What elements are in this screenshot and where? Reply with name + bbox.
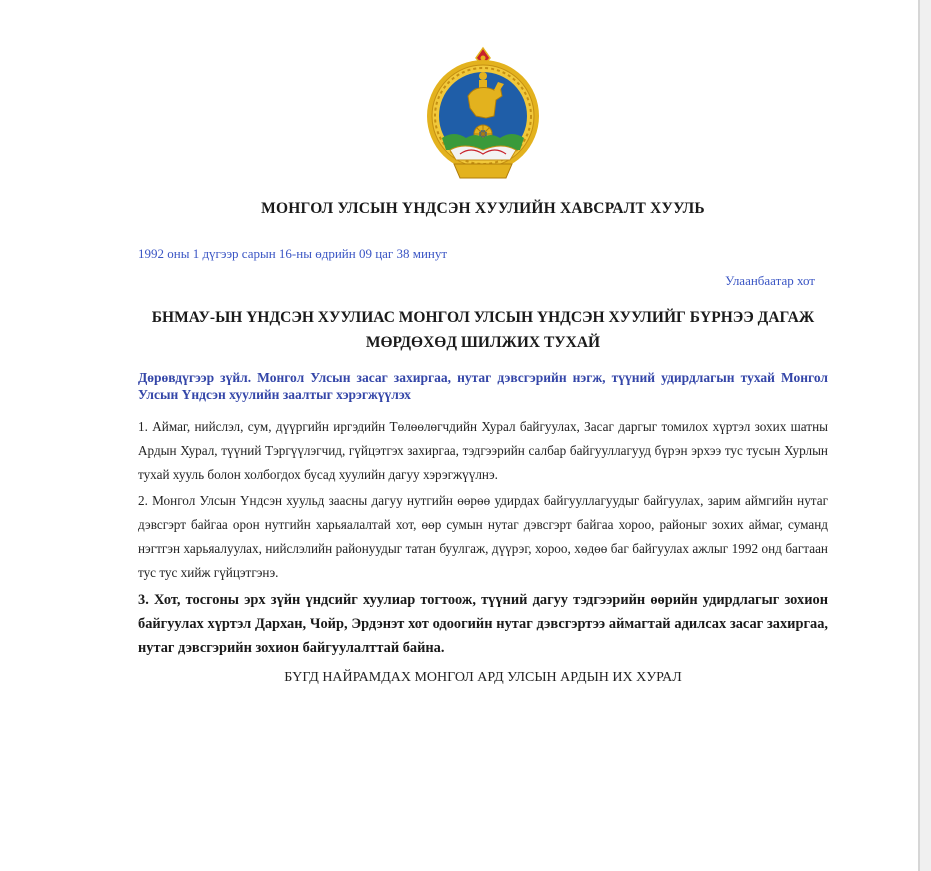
document-date: 1992 оны 1 дүгээр сарын 16-ны өдрийн 09 цаг 38 минут bbox=[138, 246, 448, 261]
paragraph-3: 3. Хот, тосгоны эрх зүйн үндсийг хуулиар тогтоож, түүний дагуу тэдгээрийн өөрийн удирдлагыг зохион байгуулах хүртэл Дархан, Чойр, Эрдэнэт хот одоогийн нутаг дэвсгэртээ аймагтай адилсах засаг захиргаа, нутаг дэвсгэрийн зохион байгуулалттай байна. bbox=[138, 592, 828, 656]
viewer-gutter bbox=[920, 0, 931, 871]
state-emblem-icon bbox=[424, 46, 542, 186]
paragraph-2: 2. Монгол Улсын Үндсэн хуульд заасны дагуу нутгийн өөрөө удирдах байгууллагуудыг байгуулах, зарим аймгийн нутаг дэвсгэрт байгаа орон нутгийн харьяалалтай хот, өөр сумын нутаг дэвсгэрт байгаа хороо, районыг зохих аймаг, суманд нэгтгэн харьяалуулах, нийслэлийн районуудыг татан буулгаж, дүүрэг, хороо, хөдөө баг байгуулах ажлыг 1992 онд багтаан тус тус хийж гүйцэтгэнэ. bbox=[138, 493, 828, 580]
law-heading: БНМАУ-ЫН ҮНДСЭН ХУУЛИАС МОНГОЛ УЛСЫН ҮНДСЭН ХУУЛИЙГ БҮРНЭЭ ДАГАЖ МӨРДӨХӨД ШИЛЖИХ ТУХАЙ bbox=[151, 309, 815, 351]
paragraph-1: 1. Аймаг, нийслэл, сум, дүүргийн иргэдийн Төлөөлөгчдийн Хурал байгуулах, Засаг даргыг томилох хүртэл зохих шатны Ардын Хурал, түүний Тэргүүлэгчид, гүйцэтгэх захиргаа, тэдгээрийн салбар байгууллагууд бүрэн эрхээ тус тусын Хурлын тухай хууль болон холбогдох бусад хуулийн дагуу хэрэгжүүлнэ. bbox=[138, 419, 828, 482]
signature-line: БҮГД НАЙРАМДАХ МОНГОЛ АРД УЛСЫН АРДЫН ИХ ХУРАЛ bbox=[284, 670, 682, 685]
article-heading: Дөрөвдүгээр зүйл. Монгол Улсын засаг захиргаа, нутаг дэвсгэрийн нэгж, түүний удирдлагын тухай Монгол Улсын Үндсэн хуулийн заалтыг хэрэгжүүлэх bbox=[138, 370, 828, 402]
document-title: МОНГОЛ УЛСЫН ҮНДСЭН ХУУЛИЙН ХАВСРАЛТ ХУУЛЬ bbox=[261, 200, 705, 217]
document-place: Улаанбаатар хот bbox=[725, 273, 815, 288]
